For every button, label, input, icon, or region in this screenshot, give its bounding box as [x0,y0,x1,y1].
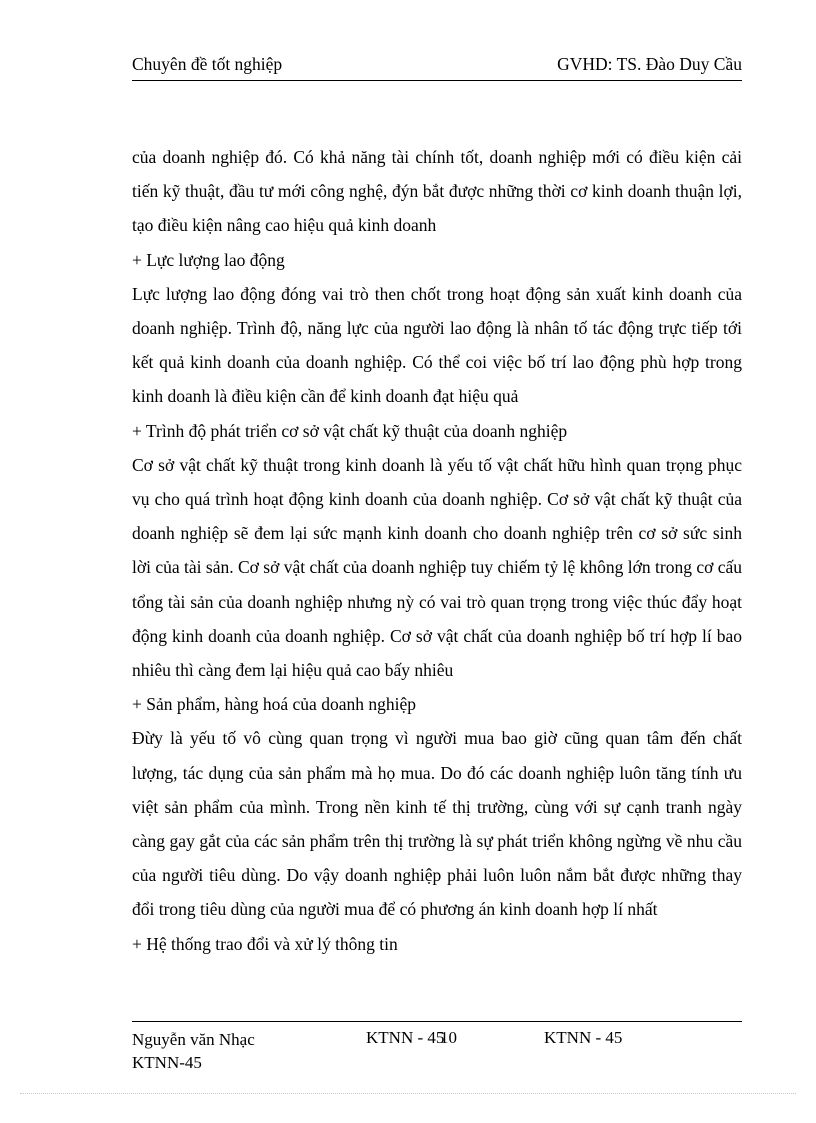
page-header [132,52,742,81]
footer-center-label: KTNN - 45 [366,1028,445,1047]
header-title: Chuyên đề tốt nghiệp [132,54,283,74]
footer-author-name: Nguyễn văn Nhạc [132,1030,255,1049]
item-heading-products: + Sản phẩm, hàng hoá của doanh nghiệp [132,694,416,715]
footer-author-class: KTNN-45 [132,1053,202,1072]
document-body [132,140,742,961]
item-heading-labor-force: + Lực lượng lao động [132,249,285,270]
page-number: 10 [440,1028,457,1047]
page-bottom-border [20,1093,796,1094]
footer-divider [132,1021,742,1022]
item-heading-information-system: + Hệ thống trao đổi và xử lý thông tin [132,933,398,954]
header-advisor: GVHD: TS. Đào Duy Cầu [557,54,742,74]
footer-right-label: KTNN - 45 [544,1028,623,1047]
paragraph-technical-facilities: Cơ sở vật chất kỹ thuật trong kinh doanh là yếu tố vật chất hữu hình quan trọng phục vụ cho quá trình hoạt động kinh doanh của doanh nghiệp. Cơ sở vật chất kỹ thuật của doanh nghiệp sẽ đem lại sức mạnh kinh doanh cho doanh nghiệp trên cơ sở sức sinh lời của tài sản. Cơ sở vật chất của doanh nghiệp tuy chiếm tỷ lệ không lớn trong cơ cấu tổng tài sản của doanh nghiệp nhưng nỳ có vai trò quan trọng trong việc thúc đẩy hoạt động kinh doanh của doanh nghiệp. Cơ sở vật chất của doanh nghiệp bố trí hợp lí bao nhiêu thì càng đem lại hiệu quả cao bấy nhiêu [132,454,743,681]
footer-author-block [132,1028,255,1074]
paragraph-financial-capacity: của doanh nghiệp đó. Có khả năng tài chính tốt, doanh nghiệp mới có điều kiện cải tiến kỹ thuật, đầu tư mới công nghệ, đýn bắt được những thời cơ kinh doanh thuận lợi, tạo điều kiện nâng cao hiệu quả kinh doanh [132,147,742,236]
paragraph-labor-force: Lực lượng lao động đóng vai trò then chốt trong hoạt động sản xuất kinh doanh của doanh nghiệp. Trình độ, năng lực của người lao động là nhân tố tác động trực tiếp tới kết quả kinh doanh của doanh nghiệp. Có thể coi việc bố trí lao động phù hợp trong kinh doanh là điều kiện cần để kinh doanh đạt hiệu quả [132,283,742,407]
item-heading-technical-facilities: + Trình độ phát triển cơ sở vật chất kỹ thuật của doanh nghiệp [132,420,568,441]
paragraph-products: Đừy là yếu tố vô cùng quan trọng vì người mua bao giờ cũng quan tâm đến chất lượng, tác dụng của sản phẩm mà họ mua. Do đó các doanh nghiệp luôn tăng tính ưu việt sản phẩm của mình. Trong nền kinh tế thị trường, cùng với sự cạnh tranh ngày càng gay gắt của các sản phẩm trên thị trường là sự phát triển không ngừng về nhu cầu của người tiêu dùng. Do vậy doanh nghiệp phải luôn luôn nắm bắt được những thay đổi trong tiêu dùng của người mua để có phương án kinh doanh hợp lí nhất [132,728,742,920]
